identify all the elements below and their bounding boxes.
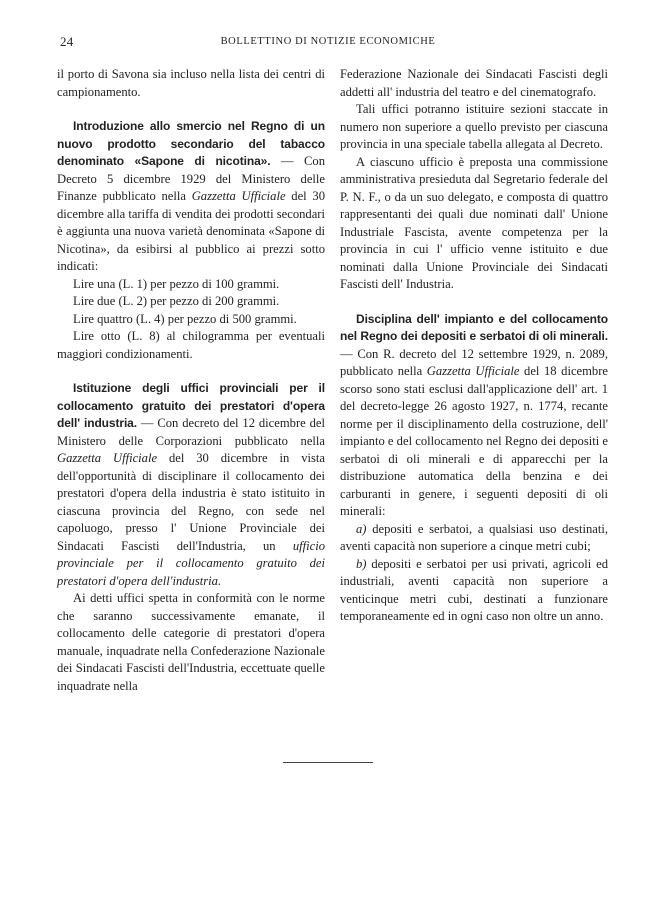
left-column <box>57 66 325 695</box>
section-body-continued: del 18 dicembre scorso sono stati esclusi dall'applicazione dell' art. 1 del decreto-legge 26 agosto 1927, n. 1774, recante norme per il disciplinamento della costruzione, dell' impianto e del collocamento nel Regno dei depositi e serbatoi di oli minerali e di apparecchi per la distribuzione automatica della benzina e dei carburanti in genere, i seguenti depositi di oli minerali: <box>340 364 609 518</box>
continuation-text: il porto di Savona sia incluso nella lista dei centri di campionamento. <box>57 67 325 99</box>
running-head: BOLLETTINO DI NOTIZIE ECONOMICHE <box>220 36 436 47</box>
closing-rule <box>283 762 373 763</box>
office-name: ufficio provinciale per il collocamento gratuito dei prestatori d'opera dell'industria. <box>57 538 325 588</box>
section-body: — Con R. decreto del 12 settembre 1929, n. 2089, pubblicato nella <box>340 346 608 378</box>
price-line: Lire quattro (L. 4) per pezzo di 500 grammi. <box>73 311 297 326</box>
price-line: Lire otto (L. 8) al chilogramma per eventuali maggiori condizionamenti. <box>57 329 325 361</box>
section-heading: Introduzione allo smercio nel Regno di un nuovo prodotto secondario del tabacco denominato «Sapone di nicotina». <box>57 119 325 168</box>
section-employment-offices <box>57 380 325 590</box>
section-body: — Con Decreto 5 dicembre 1929 del Ministero delle Finanze pubblicato nella <box>57 154 325 203</box>
gazette-title: Gazzetta Ufficiale <box>57 451 158 465</box>
list-item-text: depositi e serbatoi per usi privati, agricoli ed industriali, aventi capacità non superiore a venticinque metri cubi, destinati a funzionare temporaneamente ed in ogni caso non oltre un anno. <box>340 556 608 623</box>
section-body-continued: del 30 dicembre in vista dell'opportunità di disciplinare il collocamento dei prestatori d'opera della industria è stato istituito in ciascuna provincia del Regno, con sede nel capoluogo, presso l' Unione Provinciale dei Sindacati Fascisti dell'Industria, un <box>57 451 326 553</box>
price-line: Lire una (L. 1) per pezzo di 100 grammi. <box>73 276 280 291</box>
page-number: 24 <box>60 34 74 49</box>
continuation-text: Federazione Nazionale dei Sindacati Fascisti degli addetti all' industria del teatro e del cinematografo. <box>340 67 608 99</box>
list-marker: b) <box>356 556 367 571</box>
section-body-continued: del 30 dicembre alla tariffa di vendita dei prodotti secondari è aggiunta una nuova varietà denominata «Sapone di Nicotina», da esibirsi al pubblico ai prezzi sotto indicati: <box>57 189 325 273</box>
section-oil-depots <box>340 311 608 521</box>
body-paragraph: Ai detti uffici spetta in conformità con le norme che saranno successivamente emanate, il collocamento delle categorie di prestatori d'opera manuale, inquadrate nella Confederazione Nazionale dei Sindacati Fascisti dell'Industria, eccettuate quelle inquadrate nella <box>57 591 325 693</box>
body-paragraph: Tali uffici potranno istituire sezioni staccate in numero non superiore a quello previsto per ciascuna provincia in una speciale tabella allegata al Decreto. <box>340 102 608 151</box>
gazette-title: Gazzetta Ufficiale <box>191 189 286 203</box>
section-heading: Istituzione degli uffici provinciali per il collocamento gratuito dei prestatori d'opera dell' industria. <box>57 381 325 430</box>
list-marker: a) <box>356 521 367 536</box>
section-body: — Con decreto del 12 dicembre del Ministero delle Corporazioni pubblicato nella <box>57 416 325 448</box>
right-column <box>340 66 608 626</box>
section-heading: Disciplina dell' impianto e del collocamento nel Regno dei depositi e serbatoi di oli minerali. <box>340 311 608 343</box>
list-item-a <box>340 521 608 556</box>
list-item-b <box>340 556 608 626</box>
price-line: Lire due (L. 2) per pezzo di 200 grammi. <box>73 294 280 308</box>
body-paragraph: A ciascuno ufficio è preposta una commissione amministrativa presieduta dal Segretario federale del P. N. F., o da un suo delegato, e composta di quattro rappresentanti dei quali due nominati dall' Unione Industriale Fascista, avente competenza per la provincia in cui l' ufficio venne istituito e due nominati dalla Unione Provinciale dei Sindacati Fascisti dell' Industria. <box>340 154 608 291</box>
gazette-title: Gazzetta Ufficiale <box>426 364 520 378</box>
section-tobacco <box>57 118 325 276</box>
list-item-text: depositi e serbatoi, a qualsiasi uso destinati, aventi capacità non superiore a cinque metri cubi; <box>340 521 608 553</box>
